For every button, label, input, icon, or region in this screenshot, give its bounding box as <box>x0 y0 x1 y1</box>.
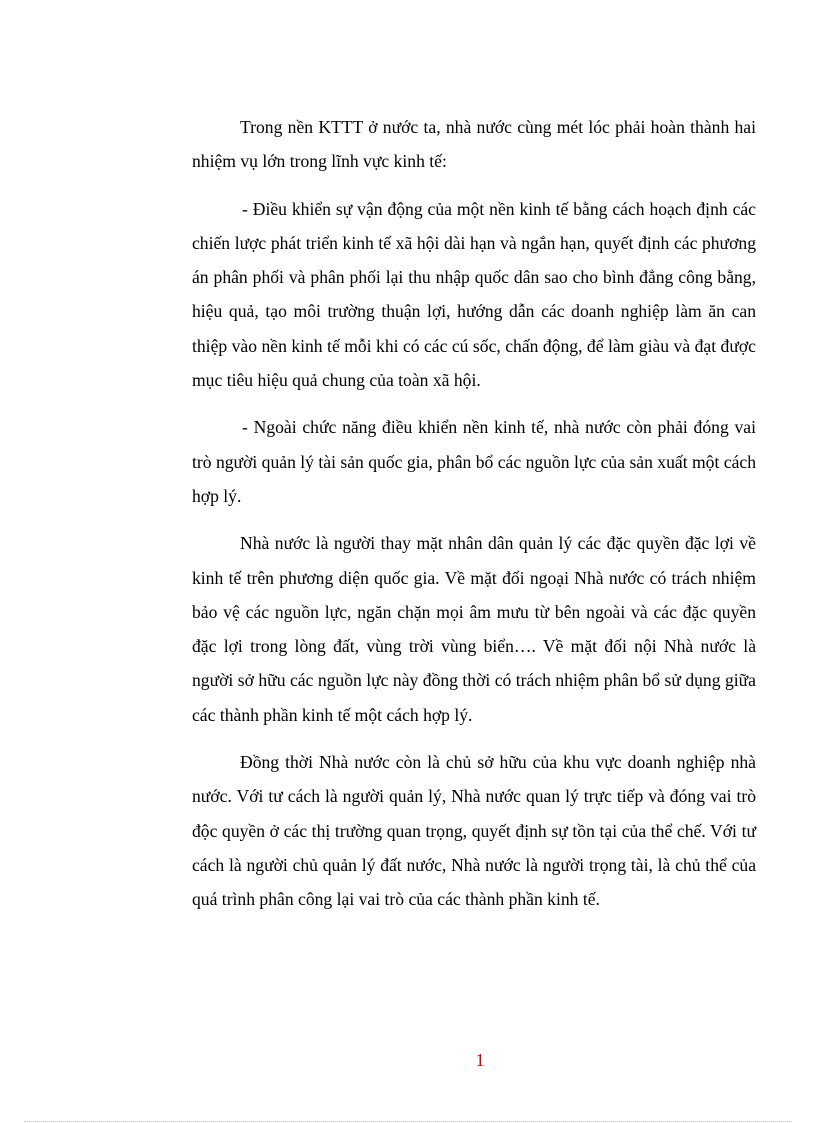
page-number: 1 <box>475 1050 485 1070</box>
page-bottom-divider <box>24 1121 792 1122</box>
paragraph-intro: Trong nền KTTT ở nước ta, nhà nước cùng mét lóc phải hoàn thành hai nhiệm vụ lớn trong lĩnh vực kinh tế: <box>192 117 756 172</box>
paragraph-bullet-asset-management: - Ngoài chức năng điều khiển nền kinh tế, nhà nước còn phải đóng vai trò người quản lý tài sản quốc gia, phân bổ các nguồn lực của sản xuất một cách hợp lý. <box>192 417 756 506</box>
paragraph-state-ownership: Đồng thời Nhà nước còn là chủ sở hữu của khu vực doanh nghiệp nhà nước. Với tư cách là người quản lý, Nhà nước quan lý trực tiếp và đóng vai trò độc quyền ở các thị trường quan trọng, quyết định sự tồn tại của thể chế. Với tư cách là người chủ quản lý đất nước, Nhà nước là người trọng tài, là chủ thể của quá trình phân công lại vai trò của các thành phần kinh tế. <box>192 752 756 910</box>
paragraph-state-representative: Nhà nước là người thay mặt nhân dân quản lý các đặc quyền đặc lợi về kinh tế trên phương diện quốc gia. Về mặt đối ngoại Nhà nước có trách nhiệm bảo vệ các nguồn lực, ngăn chặn mọi âm mưu từ bên ngoài và các đặc quyền đặc lợi trong lòng đất, vùng trời vùng biển…. Về mặt đối nội Nhà nước là người sở hữu các nguồn lực này đồng thời có trách nhiệm phân bổ sử dụng giữa các thành phần kinh tế một cách hợp lý. <box>192 533 756 725</box>
document-body <box>192 110 756 930</box>
paragraph-bullet-control: - Điều khiển sự vận động của một nền kinh tế bằng cách hoạch định các chiến lược phát triển kinh tế xã hội dài hạn và ngắn hạn, quyết định các phương án phân phối và phân phối lại thu nhập quốc dân sao cho bình đẳng công bằng, hiệu quả, tạo môi trường thuận lợi, hướng dẫn các doanh nghiệp làm ăn can thiệp vào nền kinh tế mỗi khi có các cú sốc, chấn động, để làm giàu và đạt được mục tiêu hiệu quả chung của toàn xã hội. <box>192 198 756 391</box>
